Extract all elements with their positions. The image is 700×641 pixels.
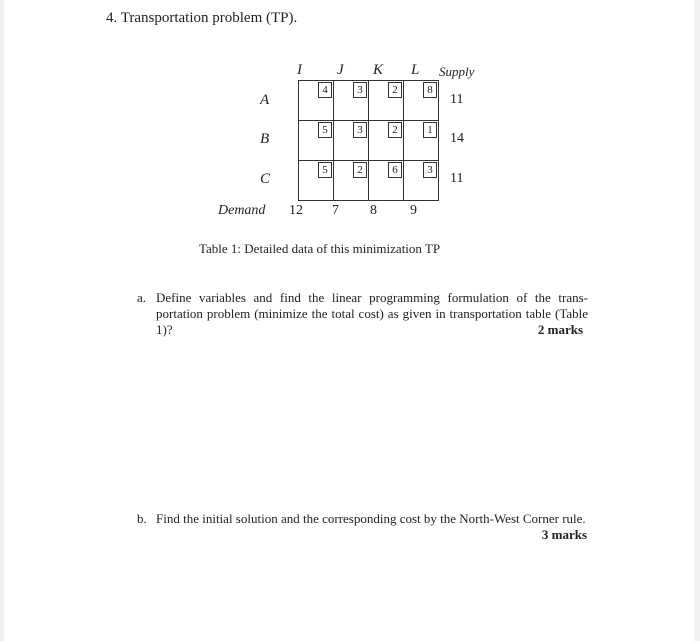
cost-value: 3 — [353, 122, 367, 138]
cost-value: 8 — [423, 82, 437, 98]
table-cell — [404, 161, 439, 201]
table-cell — [299, 121, 334, 161]
table-caption: Table 1: Detailed data of this minimization TP — [199, 241, 441, 256]
table-cell — [334, 81, 369, 121]
document-page — [4, 0, 694, 641]
problem-heading: 4. Transportation problem (TP). — [106, 10, 298, 26]
demand-value-i: 12 — [289, 203, 303, 218]
table-cell — [369, 121, 404, 161]
table-cell — [369, 81, 404, 121]
cost-value: 2 — [353, 162, 367, 178]
cost-value: 1 — [423, 122, 437, 138]
table-cell — [369, 161, 404, 201]
row-label-b: B — [260, 131, 270, 147]
table-cell — [299, 81, 334, 121]
supply-header: Supply — [439, 64, 475, 79]
transportation-table — [298, 80, 439, 201]
question-a-text: Define variables and find the linear programming formulation of the trans-portation problem (minimize the total cost) as given in transportation table (Table 1)? — [156, 290, 588, 337]
demand-value-k: 8 — [370, 203, 377, 218]
table-cell — [299, 161, 334, 201]
cost-value: 5 — [318, 162, 332, 178]
supply-value-b: 14 — [450, 131, 464, 146]
row-label-a: A — [260, 92, 270, 108]
cost-value: 2 — [388, 82, 402, 98]
cost-value: 2 — [388, 122, 402, 138]
cost-value: 6 — [388, 162, 402, 178]
table-cell — [334, 161, 369, 201]
question-b-label: b. — [137, 511, 147, 526]
demand-value-l: 9 — [410, 203, 417, 218]
cost-value: 4 — [318, 82, 332, 98]
cost-value: 5 — [318, 122, 332, 138]
question-a-marks: 2 marks — [537, 322, 583, 337]
column-label-k: K — [373, 62, 384, 78]
column-label-i: I — [297, 62, 302, 78]
column-label-l: L — [411, 62, 420, 78]
supply-value-a: 11 — [450, 92, 464, 107]
table-cell — [404, 121, 439, 161]
column-label-j: J — [337, 62, 344, 78]
cost-value: 3 — [423, 162, 437, 178]
question-b-text: Find the initial solution and the corresponding cost by the North-West Corner rule. — [156, 511, 586, 526]
cost-value: 3 — [353, 82, 367, 98]
supply-value-c: 11 — [450, 171, 464, 186]
table-cell — [404, 81, 439, 121]
question-b-marks: 3 marks — [541, 527, 587, 542]
table-cell — [334, 121, 369, 161]
demand-value-j: 7 — [332, 203, 339, 218]
question-a-label: a. — [137, 290, 147, 305]
row-label-c: C — [260, 171, 271, 187]
demand-label: Demand — [218, 203, 266, 218]
